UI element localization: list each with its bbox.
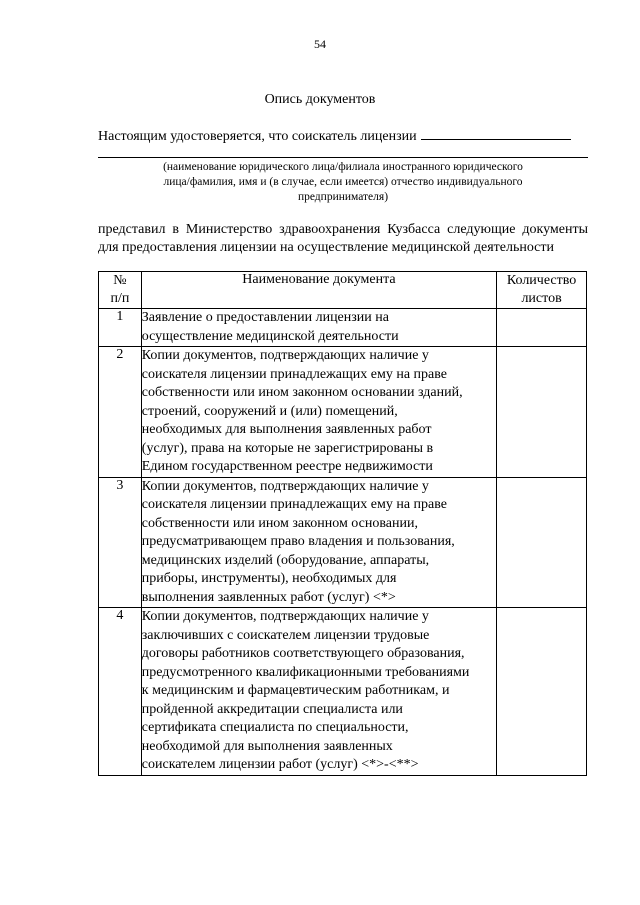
row-number: 2 (99, 347, 142, 478)
row-sheet-count (497, 309, 587, 347)
row-number: 3 (99, 477, 142, 608)
table-header-row (99, 272, 587, 309)
row-line: соискателя лицензии принадлежащих ему на праве (141, 366, 447, 382)
row-line: собственности или ином законном основании, (141, 515, 418, 531)
row-document-name (141, 309, 496, 347)
header-document-name: Наименование документа (141, 272, 496, 309)
row-number: 1 (99, 309, 142, 347)
page-number: 54 (314, 37, 326, 51)
table-row (99, 309, 587, 347)
row-number: 4 (99, 608, 142, 776)
header-sheet-count (497, 272, 587, 309)
row-line: Заявление о предоставлении лицензии на (141, 310, 389, 325)
document-title: Опись документов (264, 92, 376, 107)
header-number (99, 272, 142, 309)
header-sheets-line1: Количество (506, 273, 577, 288)
row-line: сертификата специалиста по специальности, (141, 720, 409, 735)
note-line: (наименование юридического лица/филиала иностранного юридического (163, 161, 523, 173)
row-line: (услуг), права на которые не зарегистрированы в (141, 440, 434, 456)
header-number-label: п/п (110, 291, 130, 306)
row-document-name (141, 477, 496, 608)
row-line: Копии документов, подтверждающих наличие у (141, 609, 429, 624)
row-line: выполнения заявленных работ (услуг) <*> (141, 589, 396, 605)
row-line: собственности или ином законном основании зданий, (141, 385, 463, 400)
row-document-name (141, 608, 496, 776)
documents-table (98, 271, 587, 776)
row-line: приборы, инструменты), необходимых для (141, 571, 397, 586)
note-line: лица/фамилия, имя и (в случае, если имеется) отчество индивидуального (163, 176, 523, 188)
applicant-name-line (98, 157, 588, 158)
row-line: Копии документов, подтверждающих наличие у (141, 478, 429, 494)
table-row (99, 608, 587, 776)
row-line: пройденной аккредитации специалиста или (141, 701, 403, 717)
applicant-name-blank (421, 127, 571, 140)
header-number-symbol: № (113, 273, 127, 288)
certification-statement (98, 127, 588, 145)
row-line: соискателем лицензии работ (услуг) <*>-<**> (141, 757, 419, 772)
header-sheets-line2: листов (521, 291, 562, 306)
note-line: предпринимателя) (297, 191, 389, 203)
row-line: строений, сооружений и (или) помещений, (141, 403, 398, 419)
table-row (99, 477, 587, 608)
row-sheet-count (497, 477, 587, 608)
row-line: необходимых для выполнения заявленных работ (141, 422, 432, 437)
row-line: соискателя лицензии принадлежащих ему на праве (141, 497, 447, 512)
row-line: необходимой для выполнения заявленных (141, 738, 393, 754)
row-line: осуществление медицинской деятельности (141, 328, 399, 344)
row-line: предусмотренного квалификационными требованиями (141, 664, 470, 680)
row-line: медицинских изделий (оборудование, аппараты, (141, 552, 430, 568)
row-sheet-count (497, 347, 587, 478)
row-line: предусматривающем право владения и пользования, (141, 534, 455, 549)
row-line: договоры работников соответствующего образования, (141, 646, 465, 661)
row-line: Копии документов, подтверждающих наличие у (141, 348, 429, 363)
row-line: к медицинским и фармацевтическим работникам, и (141, 683, 450, 698)
intro-paragraph: представил в Министерство здравоохранения Кузбасса следующие документы для предоставления лицензии на осуществление медицинской деятельности (98, 222, 588, 255)
row-line: Едином государственном реестре недвижимости (141, 459, 433, 474)
row-sheet-count (497, 608, 587, 776)
certification-text: Настоящим удостоверяется, что соискатель лицензии (98, 129, 417, 144)
row-line: заключивших с соискателем лицензии трудовые (141, 627, 430, 643)
row-document-name (141, 347, 496, 478)
applicant-name-note (98, 160, 588, 205)
table-row (99, 347, 587, 478)
